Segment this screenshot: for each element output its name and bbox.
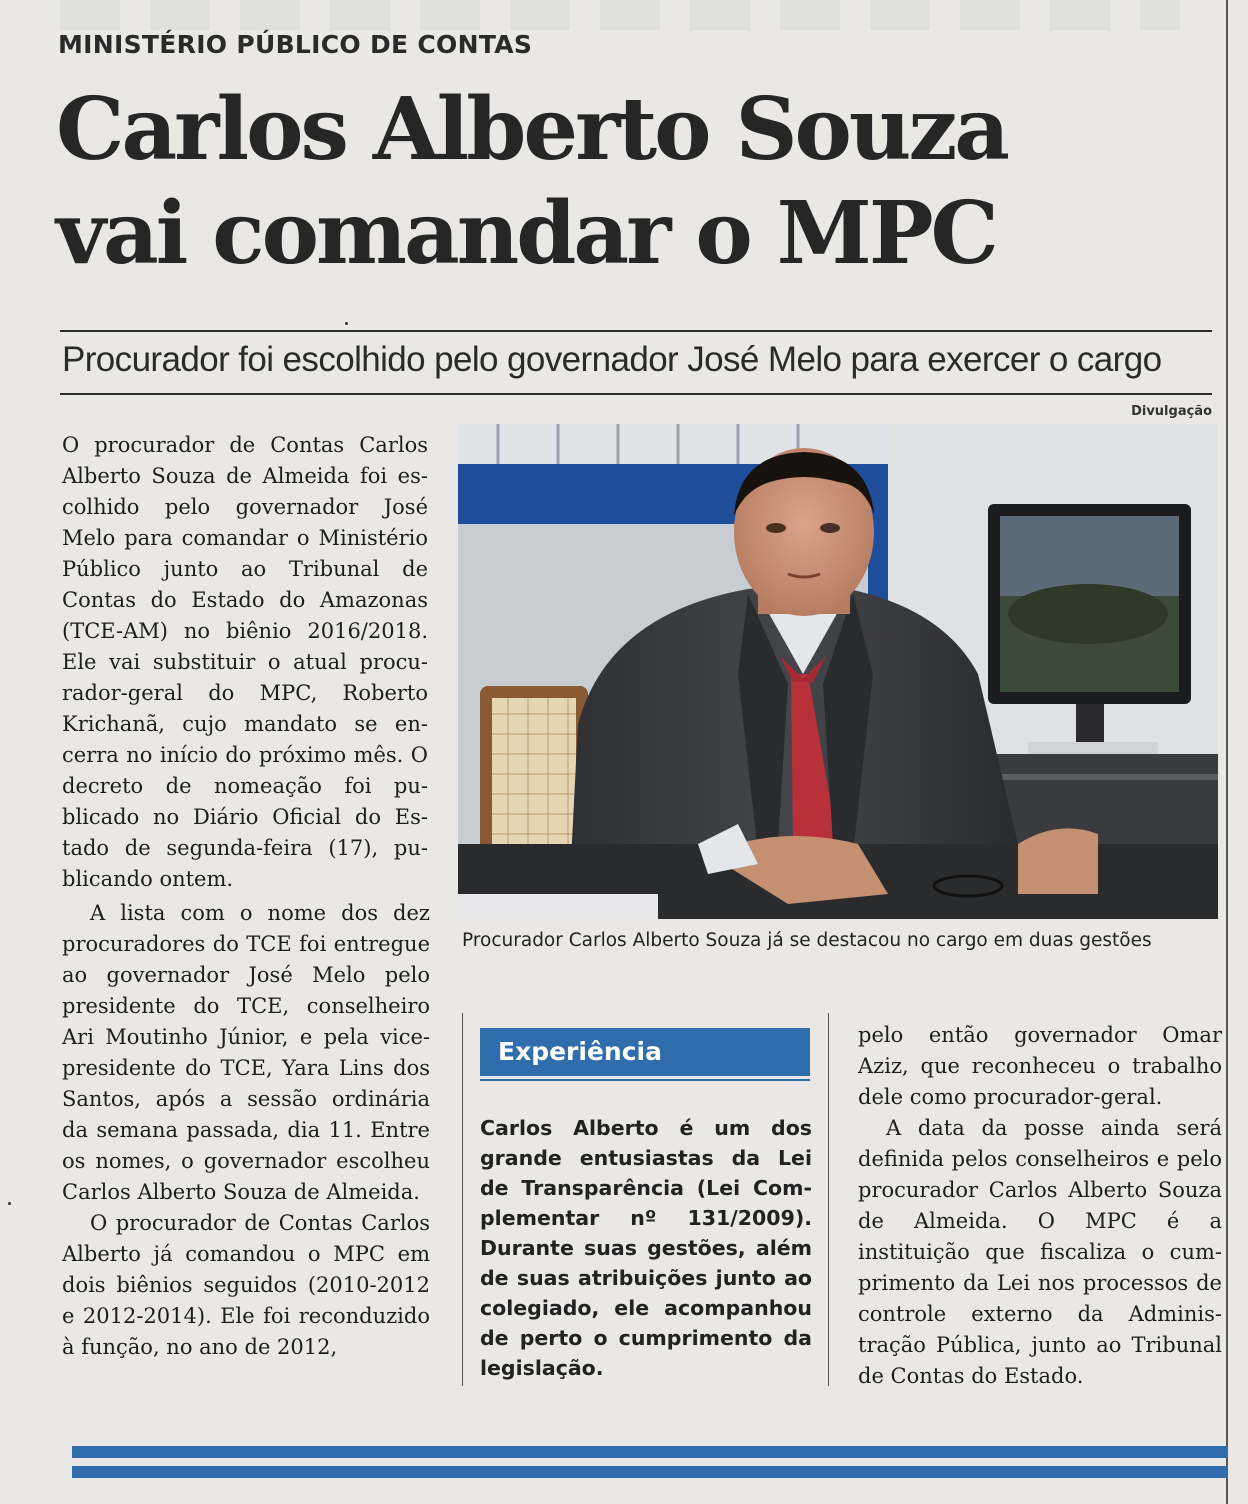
subhead-bottom-rule xyxy=(60,393,1212,395)
print-speck xyxy=(8,1202,11,1205)
photo-credit: Divulgação xyxy=(1131,404,1212,419)
subheadline: Procurador foi escolhido pelo governador José Melo para exercer o cargo xyxy=(62,340,1162,379)
print-speck xyxy=(345,322,348,325)
article-paragraph: O procurador de Contas Carlos Alberto já comandou o MPC em dois biênios seguidos (2010-2012 e 2012-2014). Ele foi reconduzido à função, no ano de 2012, xyxy=(62,1211,430,1359)
sidebar-title: Experiência xyxy=(480,1028,810,1076)
headline-line-2: vai comandar o MPC xyxy=(56,183,996,284)
sidebar-left-rule xyxy=(462,1013,463,1386)
footer-blue-bar-top xyxy=(72,1446,1228,1458)
subhead-top-rule xyxy=(60,330,1212,332)
headline-line-1: Carlos Alberto Souza xyxy=(56,79,1008,180)
footer-blue-bar-bottom xyxy=(72,1466,1228,1478)
column-edge-rule xyxy=(1226,0,1228,1504)
bleed-through-text xyxy=(60,0,1180,30)
section-kicker: MINISTÉRIO PÚBLICO DE CONTAS xyxy=(58,30,533,59)
article-paragraph: pelo então governador Omar Aziz, que reconheceu o trabalho dele como procurador-geral. xyxy=(858,1023,1222,1109)
portrait-illustration xyxy=(458,424,1218,919)
article-paragraph: A data da posse ainda será definida pelos conselheiros e pelo procurador Carlos Alberto Souza de Almeida. O MPC é a instituição que fiscaliza o cumprimento da Lei nos processos de controle externo da Administração Pública, junto ao Tribunal de Contas do Estado. xyxy=(858,1116,1222,1388)
photo-caption: Procurador Carlos Alberto Souza já se destacou no cargo em duas gestões xyxy=(462,930,1152,951)
sidebar-text: Carlos Alberto é um dos grande entusiastas da Lei de Transparência (Lei Complementar nº 131/2009). Durante suas gestões, além de suas atribuições junto ao colegiado, ele acompanhou de perto o cumprimento da legislação. xyxy=(480,1116,812,1380)
sidebar-right-rule xyxy=(828,1013,829,1386)
portrait-photo xyxy=(458,424,1218,919)
sidebar-title-underline xyxy=(480,1079,810,1081)
article-column-1-continued xyxy=(62,898,430,1363)
article-column-1 xyxy=(62,430,428,895)
headline xyxy=(56,78,1226,286)
article-paragraph: O procurador de Contas Carlos Alberto Souza de Almeida foi escolhido pelo governador José Melo para comandar o Ministério Público junto ao Tribunal de Contas do Estado do Amazonas (TCE-AM) no biênio 2016/2018. Ele vai substituir o atual procurador-geral do MPC, Roberto Krichanã, cujo mandato se encerra no início do próximo mês. O decreto de nomeação foi publicado no Diário Oficial do Estado de segunda-feira (17), publicando ontem. xyxy=(62,433,428,891)
article-paragraph: A lista com o nome dos dez procuradores do TCE foi entregue ao governador José Melo pelo presidente do TCE, conselheiro Ari Moutinho Júnior, e pela vice-presidente do TCE, Yara Lins dos Santos, após a sessão ordinária da semana passada, dia 11. Entre os nomes, o governador escolheu Carlos Alberto Souza de Almeida. xyxy=(62,901,430,1204)
article-column-3 xyxy=(858,1020,1222,1392)
